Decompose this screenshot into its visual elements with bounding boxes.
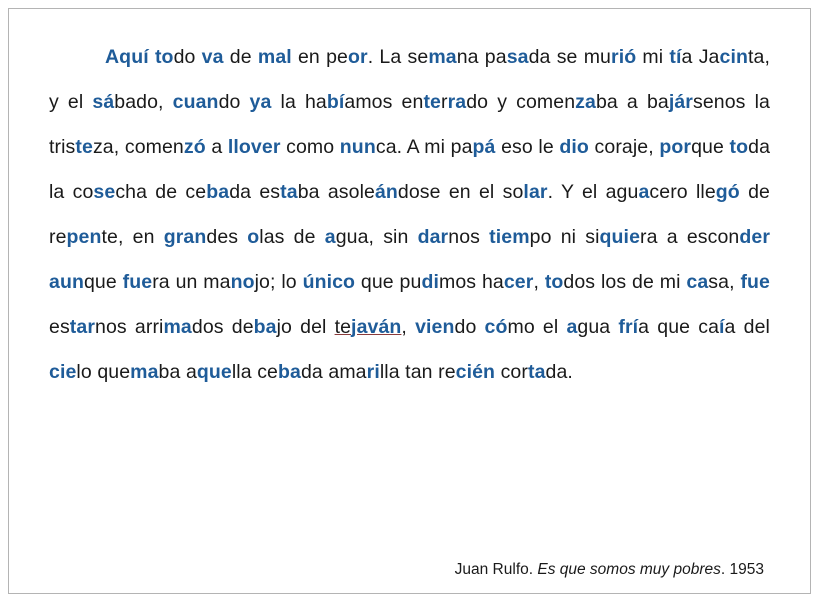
attribution-author: Juan Rulfo. [454,561,534,578]
passage-text: Aquí todo va de mal en peor. La semana pasada se murió mi tía Jacinta, y el sábado, cuando ya la habíamos enterrado y comenzaba a bajársenos la tristeza, comenzó a llover como nunca. A mi papá eso le dio coraje, porque toda la cosecha de cebada estaba asoleándose en el solar. Y el aguacero llegó de repente, en grandes olas de agua, sin darnos tiempo ni siquiera a esconder aunque fuera un manojo; lo único que pudimos hacer, todos los de mi casa, fue estarnos arrimados debajo del tejaván, viendo cómo el agua fría que caía del cielo quemaba aquella cebada amarilla tan recién cortada. [49,46,771,383]
attribution-period: . [720,561,726,578]
text-frame [8,8,811,594]
attribution [49,561,770,579]
attribution-year: 1953 [729,561,764,578]
attribution-work: Es que somos muy pobres [537,561,721,578]
